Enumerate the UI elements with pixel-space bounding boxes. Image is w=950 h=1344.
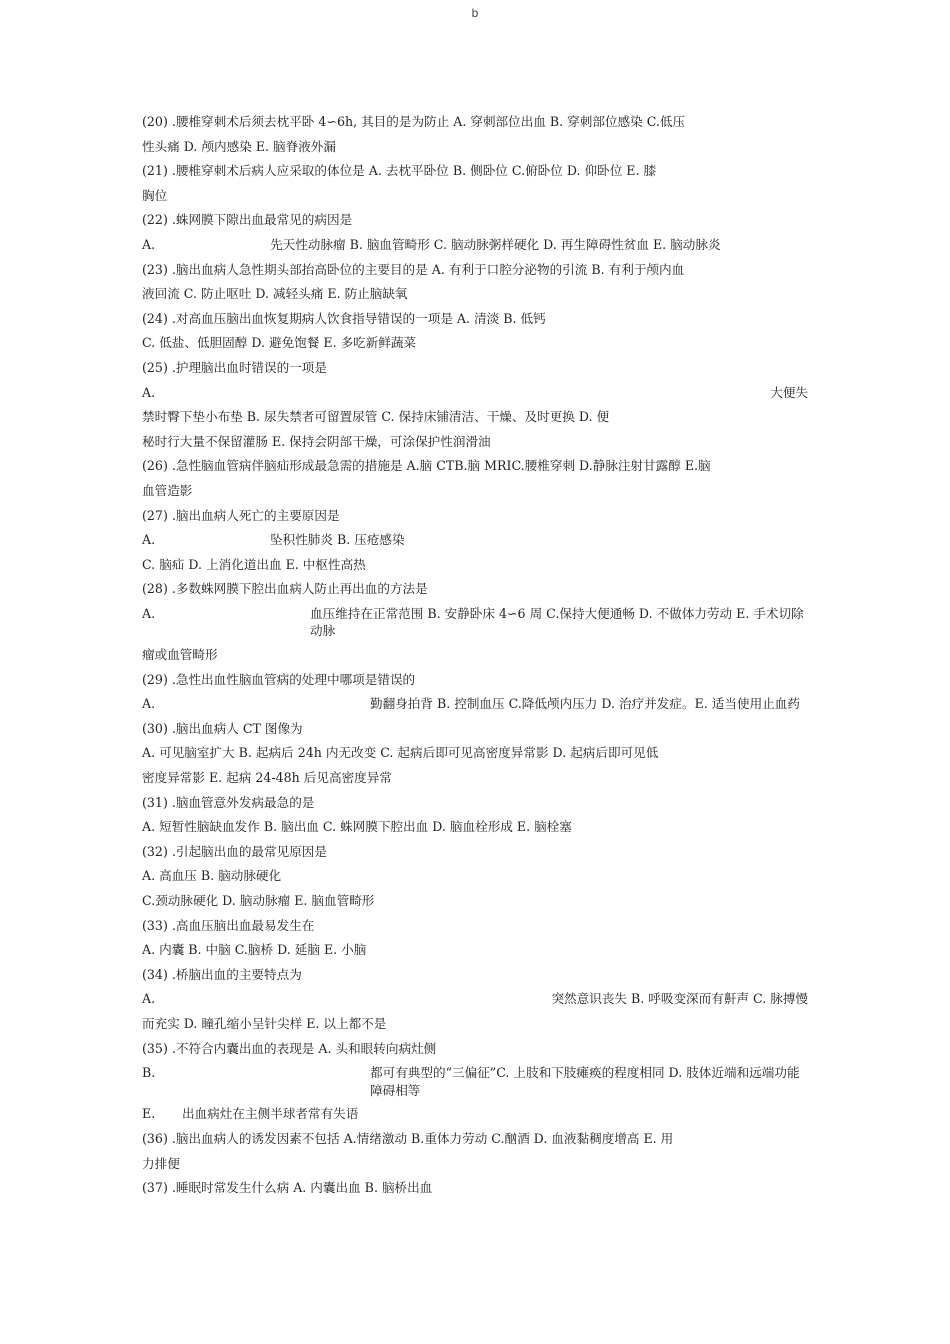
question-33: (33) .高血压脑出血最易发生在 bbox=[142, 917, 315, 933]
option-label: B. bbox=[142, 1065, 156, 1081]
question-32: (32) .引起脑出血的最常见原因是 bbox=[142, 843, 327, 859]
option-text: 出血病灶在主侧半球者常有失语 bbox=[182, 1106, 359, 1122]
option-label: A. bbox=[142, 991, 156, 1007]
question-23: (23) .脑出血病人急性期头部抬高卧位的主要目的是 A. 有利于口腔分泌物的引流 B. 有利于颅内血 bbox=[142, 261, 685, 277]
option-label: A. bbox=[142, 236, 156, 252]
question-31: (31) .脑血管意外发病最急的是 bbox=[142, 794, 315, 810]
option-text: 坠积性肺炎 B. 压疮感染 bbox=[270, 532, 405, 548]
question-27: (27) .脑出血病人死亡的主要原因是 bbox=[142, 507, 340, 523]
question-36: (36) .脑出血病人的诱发因素不包括 A.情绪激动 B.重体力劳动 C.酗酒 D. 血液黏稠度增高 E. 用 bbox=[142, 1130, 674, 1146]
question-24: (24) .对高血压脑出血恢复期病人饮食指导错误的一项是 A. 清淡 B. 低钙 bbox=[142, 310, 546, 326]
question-21: (21) .腰椎穿刺术后病人应采取的体位是 A. 去枕平卧位 B. 侧卧位 C.俯卧位 D. 仰卧位 E. 膝 bbox=[142, 163, 657, 179]
header-mark: b bbox=[471, 6, 479, 20]
question-30-options: A. 可见脑室扩大 B. 起病后 24h 内无改变 C. 起病后即可见高密度异常影 D. 起病后即可见低 bbox=[142, 745, 659, 761]
question-35-options bbox=[142, 1061, 808, 1102]
question-35-option-e bbox=[142, 1102, 808, 1127]
question-25-cont-2: 秘时行大量不保留灌肠 E. 保持会阴部干燥，可涂保护性润滑油 bbox=[142, 433, 491, 449]
option-label: A. bbox=[142, 384, 156, 400]
question-20: (20) .腰椎穿刺术后须去枕平卧 4∽6h, 其目的是为防止 A. 穿刺部位出血 B. 穿刺部位感染 C.低压 bbox=[142, 114, 686, 129]
question-30: (30) .脑出血病人 CT 图像为 bbox=[142, 720, 303, 736]
question-28-options bbox=[142, 602, 808, 643]
question-25: (25) .护理脑出血时错误的一项是 bbox=[142, 359, 327, 375]
question-34-cont: 而充实 D. 瞳孔缩小呈针尖样 E. 以上都不是 bbox=[142, 1015, 387, 1031]
question-22-options bbox=[142, 233, 808, 258]
question-23-cont: 液回流 C. 防止呕吐 D. 减轻头痛 E. 防止脑缺氧 bbox=[142, 286, 408, 302]
question-32-options: A. 高血压 B. 脑动脉硬化 bbox=[142, 868, 282, 884]
option-label: E. bbox=[142, 1106, 156, 1122]
option-label: A. bbox=[142, 605, 156, 621]
question-22: (22) .蛛网膜下隙出血最常见的病因是 bbox=[142, 212, 353, 228]
question-35: (35) .不符合内囊出血的表现是 A. 头和眼转向病灶侧 bbox=[142, 1040, 437, 1056]
question-32-cont: C.颈动脉硬化 D. 脑动脉瘤 E. 脑血管畸形 bbox=[142, 893, 375, 908]
question-20-cont: 性头痛 D. 颅内感染 E. 脑脊液外漏 bbox=[142, 138, 336, 154]
question-29: (29) .急性出血性脑血管病的处理中哪项是错误的 bbox=[142, 671, 416, 687]
question-25-options bbox=[142, 381, 808, 406]
question-27-cont: C. 脑疝 D. 上消化道出血 E. 中枢性高热 bbox=[142, 556, 366, 572]
question-30-cont: 密度异常影 E. 起病 24-48h 后见高密度异常 bbox=[142, 770, 392, 786]
question-34-options bbox=[142, 987, 808, 1012]
question-25-cont: 禁时臀下垫小布垫 B. 尿失禁者可留置尿管 C. 保持床铺清洁、干燥、及时更换 D. 便 bbox=[142, 409, 610, 425]
question-21-cont: 胸位 bbox=[142, 187, 168, 203]
question-26: (26) .急性脑血管病伴脑疝形成最急需的措施是 A.脑 CTB.脑 MRIC.腰椎穿刺 D.静脉注射甘露醇 E.脑 bbox=[142, 458, 711, 474]
question-28-cont: 瘤或血管畸形 bbox=[142, 647, 218, 663]
question-29-options bbox=[142, 692, 808, 717]
option-text: 都可有典型的“三偏征”C. 上肢和下肢瘫痪的程度相同 D. 肢体近端和远端功能障碍相等 bbox=[370, 1065, 800, 1098]
option-text: 突然意识丧失 B. 呼吸变深而有鼾声 C. 脉搏慢 bbox=[551, 991, 808, 1007]
question-37: (37) .睡眠时常发生什么病 A. 内囊出血 B. 脑桥出血 bbox=[142, 1180, 433, 1196]
option-text: 血压维持在正常范围 B. 安静卧床 4∽6 周 C.保持大便通畅 D. 不做体力劳动 E. 手术切除动脉 bbox=[310, 605, 804, 639]
option-text: 大便失 bbox=[770, 384, 808, 400]
question-27-options bbox=[142, 528, 808, 553]
question-36-cont: 力排便 bbox=[142, 1155, 180, 1171]
document-body bbox=[142, 110, 808, 1201]
question-31-options: A. 短暂性脑缺血发作 B. 脑出血 C. 蛛网膜下腔出血 D. 脑血栓形成 E. 脑栓塞 bbox=[142, 819, 572, 835]
question-24-cont: C. 低盐、低胆固醇 D. 避免饱餐 E. 多吃新鲜蔬菜 bbox=[142, 335, 417, 351]
option-text: 勤翻身拍背 B. 控制血压 C.降低颅内压力 D. 治疗并发症。E. 适当使用止血药 bbox=[370, 696, 800, 712]
question-34: (34) .桥脑出血的主要特点为 bbox=[142, 966, 302, 982]
question-26-cont: 血管造影 bbox=[142, 482, 193, 498]
question-33-options: A. 内囊 B. 中脑 C.脑桥 D. 延脑 E. 小脑 bbox=[142, 942, 367, 958]
option-label: A. bbox=[142, 696, 156, 712]
option-label: A. bbox=[142, 532, 156, 548]
question-28: (28) .多数蛛网膜下腔出血病人防止再出血的方法是 bbox=[142, 581, 428, 597]
option-text: 先天性动脉瘤 B. 脑血管畸形 C. 脑动脉粥样硬化 D. 再生障碍性贫血 E. 脑动脉炎 bbox=[270, 236, 721, 252]
